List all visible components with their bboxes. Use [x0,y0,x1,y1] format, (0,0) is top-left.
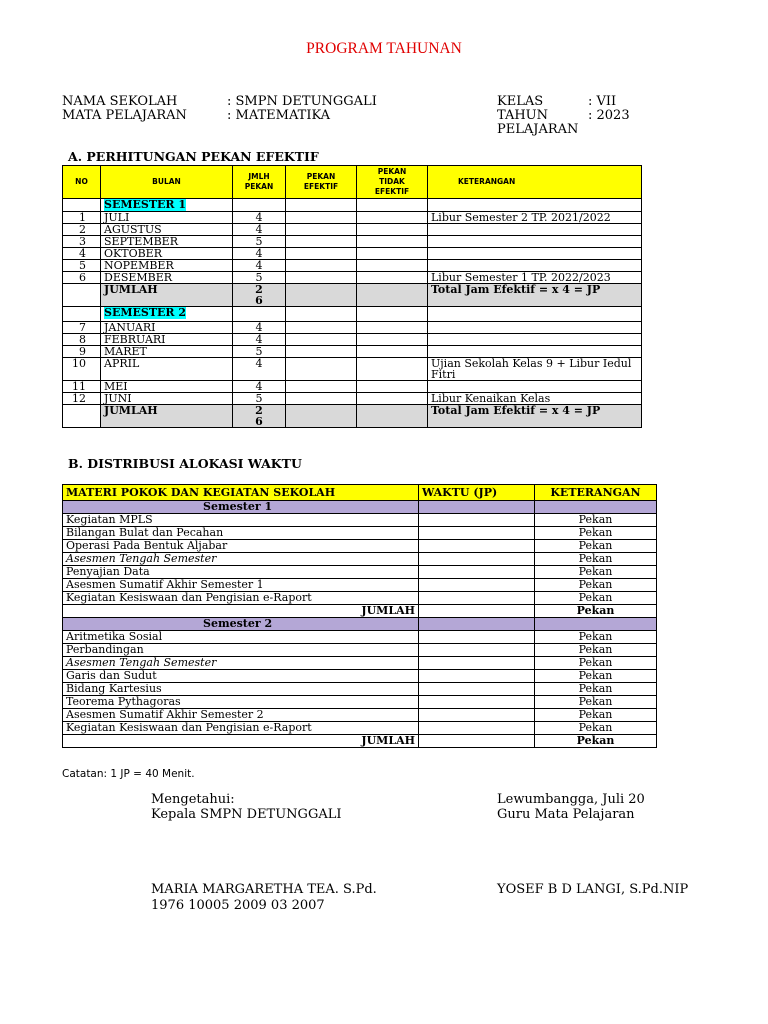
total-label: JUMLAH [63,605,419,618]
table-row [63,381,642,393]
row-not-effective [357,236,428,248]
semester-2-label: SEMESTER 2 [104,306,187,319]
table-row [63,514,657,527]
row-month: AGUSTUS [101,224,233,236]
row-month: MARET [101,346,233,358]
header-materi: MATERI POKOK DAN KEGIATAN SEKOLAH [63,485,419,501]
row-not-effective [357,212,428,224]
subject-value: : MATEMATIKA [227,108,331,123]
row-week-count: 4 [233,212,286,224]
header-keterangan: KETERANGAN [428,166,642,199]
row-materi: Bidang Kartesius [63,683,419,696]
row-waktu [419,540,535,553]
row-materi: Bilangan Bulat dan Pecahan [63,527,419,540]
header-waktu: WAKTU (JP) [419,485,535,501]
class-label: KELAS [497,94,544,109]
row-not-effective [357,248,428,260]
table-row [63,334,642,346]
row-number: 7 [63,322,101,334]
row-waktu [419,644,535,657]
row-month: JUNI [101,393,233,405]
row-not-effective [357,272,428,284]
table-row [63,579,657,592]
row-month: FEBRUARI [101,334,233,346]
row-month: JANUARI [101,322,233,334]
row-keterangan: Pekan [535,592,657,605]
table-row [63,683,657,696]
semester-1-total-row [63,284,642,307]
row-week-count: 5 [233,236,286,248]
row-waktu [419,527,535,540]
row-effective [286,248,357,260]
row-keterangan [428,334,642,346]
row-keterangan: Libur Kenaikan Kelas [428,393,642,405]
semester-2-total-row [63,405,642,428]
row-materi: Perbandingan [63,644,419,657]
row-keterangan: Pekan [535,657,657,670]
row-effective [286,346,357,358]
row-effective [286,322,357,334]
sign-left-name: MARIA MARGARETHA TEA. S.Pd. [151,882,377,897]
table-row [63,236,642,248]
semester-1-row [63,199,642,212]
table-row [63,272,642,284]
row-keterangan: Pekan [535,670,657,683]
semester-1-row [63,501,657,514]
table-row [63,540,657,553]
row-effective [286,381,357,393]
table-row [63,709,657,722]
row-month: SEPTEMBER [101,236,233,248]
row-waktu [419,592,535,605]
row-number: 8 [63,334,101,346]
table-row [63,358,642,381]
row-number: 11 [63,381,101,393]
row-keterangan: Pekan [535,566,657,579]
row-keterangan: Pekan [535,696,657,709]
semester-1-label: Semester 1 [63,501,419,514]
semester-2-row [63,307,642,322]
row-number: 1 [63,212,101,224]
row-waktu [419,683,535,696]
sign-left-line-2: Kepala SMPN DETUNGGALI [151,807,342,822]
total-jml: 2 6 [233,405,286,428]
row-number: 10 [63,358,101,381]
sign-right-name: YOSEF B D LANGI, S.Pd.NIP [497,882,689,897]
total-keterangan: Pekan [535,605,657,618]
row-keterangan [428,224,642,236]
row-keterangan: Libur Semester 2 TP. 2021/2022 [428,212,642,224]
row-number: 5 [63,260,101,272]
row-week-count: 4 [233,224,286,236]
row-materi: Penyajian Data [63,566,419,579]
row-week-count: 4 [233,381,286,393]
row-materi: Operasi Pada Bentuk Aljabar [63,540,419,553]
row-week-count: 4 [233,358,286,381]
sign-left-line-1: Mengetahui: [151,792,235,807]
row-waktu [419,631,535,644]
table-row [63,722,657,735]
section-a-heading: A. PERHITUNGAN PEKAN EFEKTIF [68,149,319,164]
table-row [63,322,642,334]
table-row [63,260,642,272]
school-value: : SMPN DETUNGGALI [227,94,377,109]
table-row [63,696,657,709]
total-jml: 2 6 [233,284,286,307]
row-materi: Garis dan Sudut [63,670,419,683]
row-keterangan [428,381,642,393]
subject-label: MATA PELAJARAN [62,108,187,123]
year-value: : 2023 [588,108,630,123]
row-keterangan: Pekan [535,527,657,540]
row-week-count: 5 [233,272,286,284]
row-waktu [419,553,535,566]
total-label: JUMLAH [101,284,233,307]
row-waktu [419,670,535,683]
row-number: 9 [63,346,101,358]
table-row [63,553,657,566]
row-keterangan [428,322,642,334]
semester-2-label: Semester 2 [63,618,419,631]
table-row [63,657,657,670]
row-effective [286,236,357,248]
row-keterangan: Pekan [535,553,657,566]
table-row [63,592,657,605]
row-materi: Asesmen Tengah Semester [63,553,419,566]
row-effective [286,212,357,224]
table-row [63,212,642,224]
row-keterangan: Pekan [535,540,657,553]
row-month: DESEMBER [101,272,233,284]
row-keterangan: Pekan [535,579,657,592]
table-row [63,346,642,358]
year-label: TAHUN [497,108,549,123]
class-value: : VII [588,94,617,109]
table-row [63,224,642,236]
row-effective [286,334,357,346]
header-bulan: BULAN [101,166,233,199]
sign-right-line-2: Guru Mata Pelajaran [497,807,635,822]
header-tidak-efektif: PEKAN TIDAK EFEKTIF [357,166,428,199]
row-waktu [419,657,535,670]
row-not-effective [357,393,428,405]
total-keterangan: Total Jam Efektif = x 4 = JP [428,405,642,428]
row-waktu [419,514,535,527]
semester-1-label: SEMESTER 1 [104,198,187,211]
row-keterangan [428,248,642,260]
row-keterangan: Libur Semester 1 TP. 2022/2023 [428,272,642,284]
row-effective [286,272,357,284]
row-effective [286,224,357,236]
table-header [63,485,657,501]
row-month: NOPEMBER [101,260,233,272]
header-efektif: PEKAN EFEKTIF [286,166,357,199]
semester-2-total-row [63,735,657,748]
row-materi: Asesmen Tengah Semester [63,657,419,670]
row-not-effective [357,381,428,393]
row-effective [286,358,357,381]
sign-right-line-1: Lewumbangga, Juli 20 [497,792,645,807]
table-row [63,393,642,405]
row-materi: Kegiatan Kesiswaan dan Pengisian e-Raport [63,722,419,735]
row-waktu [419,709,535,722]
row-waktu [419,579,535,592]
row-keterangan [428,260,642,272]
note-text: Catatan: 1 JP = 40 Menit. [62,768,195,780]
row-not-effective [357,334,428,346]
row-not-effective [357,346,428,358]
table-row [63,248,642,260]
row-not-effective [357,260,428,272]
row-keterangan [428,236,642,248]
header-no: NO [63,166,101,199]
header-keterangan: KETERANGAN [535,485,657,501]
row-materi: Kegiatan MPLS [63,514,419,527]
row-not-effective [357,322,428,334]
total-label: JUMLAH [63,735,419,748]
effective-weeks-table [62,165,642,428]
row-keterangan: Pekan [535,709,657,722]
row-month: MEI [101,381,233,393]
row-number: 6 [63,272,101,284]
row-month: JULI [101,212,233,224]
row-number: 3 [63,236,101,248]
row-week-count: 5 [233,393,286,405]
row-keterangan: Pekan [535,631,657,644]
page-title: PROGRAM TAHUNAN [306,40,462,57]
sign-left-nip: 1976 10005 2009 03 2007 [151,898,325,913]
table-row [63,631,657,644]
row-number: 4 [63,248,101,260]
row-week-count: 4 [233,334,286,346]
row-week-count: 4 [233,260,286,272]
row-week-count: 4 [233,248,286,260]
table-row [63,670,657,683]
row-materi: Teorema Pythagoras [63,696,419,709]
row-waktu [419,566,535,579]
row-not-effective [357,224,428,236]
table-row [63,644,657,657]
row-keterangan: Pekan [535,644,657,657]
total-keterangan: Total Jam Efektif = x 4 = JP [428,284,642,307]
table-row [63,527,657,540]
row-week-count: 4 [233,322,286,334]
row-not-effective [357,358,428,381]
table-row [63,566,657,579]
row-materi: Aritmetika Sosial [63,631,419,644]
row-keterangan: Pekan [535,683,657,696]
semester-1-total-row [63,605,657,618]
row-keterangan: Pekan [535,514,657,527]
row-materi: Kegiatan Kesiswaan dan Pengisian e-Raport [63,592,419,605]
row-week-count: 5 [233,346,286,358]
year-label-2: PELAJARAN [497,122,579,137]
header-jmlh: JMLH PEKAN [233,166,286,199]
row-keterangan: Ujian Sekolah Kelas 9 + Libur Iedul Fitri [428,358,642,381]
row-number: 12 [63,393,101,405]
school-label: NAMA SEKOLAH [62,94,178,109]
row-effective [286,393,357,405]
table-header [63,166,642,199]
row-number: 2 [63,224,101,236]
row-month: OKTOBER [101,248,233,260]
row-keterangan [428,346,642,358]
row-materi: Asesmen Sumatif Akhir Semester 1 [63,579,419,592]
section-b-heading: B. DISTRIBUSI ALOKASI WAKTU [68,456,302,471]
row-keterangan: Pekan [535,722,657,735]
row-waktu [419,696,535,709]
row-waktu [419,722,535,735]
time-allocation-table [62,484,657,748]
row-effective [286,260,357,272]
total-keterangan: Pekan [535,735,657,748]
row-materi: Asesmen Sumatif Akhir Semester 2 [63,709,419,722]
total-label: JUMLAH [101,405,233,428]
row-month: APRIL [101,358,233,381]
semester-2-row [63,618,657,631]
